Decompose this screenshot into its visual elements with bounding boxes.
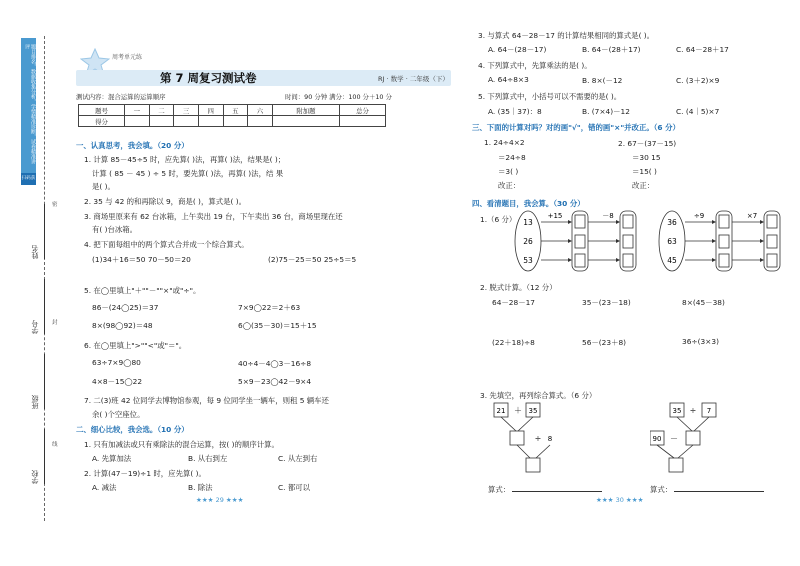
tree-left-a: 21 (496, 407, 506, 415)
calc-q2-label: 2. 脱式计算。（12 分） (480, 283, 557, 292)
book-tag: RJ · 数学 · 二年级（下） (378, 75, 449, 83)
operation-chain-diagram-right (652, 208, 784, 274)
score-input-cell[interactable] (248, 116, 273, 127)
cut-mark-mid: 封 (52, 320, 58, 326)
judge-q1-line1: 1. 24÷4×2 (484, 138, 525, 147)
calc-q2-expr-3: 8×(45－38) (682, 298, 725, 307)
chain-left-op2: －8 (602, 212, 614, 220)
calc-q1-label: 1.（6 分） (480, 215, 517, 224)
choice-q5: 5. 下列算式中，小括号可以不需要的是( )。 (478, 92, 622, 101)
choice-q2: 2. 计算(47－19)÷1 时，应先算( )。 (84, 469, 206, 478)
student-number-label: 学号 (31, 320, 39, 334)
judge-q1-line3: ＝3( ) (498, 167, 519, 176)
choice-q4-option-b[interactable]: B. 8×(－12 (582, 76, 623, 85)
school-field-label: 学校 (31, 470, 39, 484)
score-cell: 六 (248, 105, 273, 116)
tree-right-c: 90 (652, 435, 662, 443)
score-table-score-row (79, 116, 386, 127)
fill-tree-diagram-right (650, 400, 740, 480)
page-title: 第 7 周复习测试卷 (160, 71, 257, 85)
calc-q2-expr-6: 36÷(3×3) (682, 337, 719, 346)
test-content: 测试内容：混合运算的运算顺序 (76, 93, 166, 101)
fill-q1-line1: 1. 计算 85－45÷5 时，应先算( )法，再算( )法，结果是( )； (84, 155, 286, 164)
score-cell: 总分 (340, 105, 386, 116)
page-number-left-value: 29 (215, 496, 224, 504)
formula-label-left-text: 算式： (488, 485, 511, 494)
calc-q2-expr-4: (22＋18)÷8 (492, 338, 535, 347)
choice-q1-option-c[interactable]: C. 从左到右 (278, 454, 318, 463)
margin-promo-text: 题目排名，数据收集分析，学情精准诊断，试卷精准讲评 (24, 44, 36, 164)
score-row-label: 得分 (79, 116, 125, 127)
tree-left-b: 35 (528, 407, 538, 415)
page-number-right-value: 30 (615, 496, 624, 504)
page-number-left: ★★★ 29 ★★★ (196, 496, 244, 504)
fill-q5-item-2: 7×9◯22＝2＋63 (238, 303, 301, 312)
tree-right-op1: ÷ (689, 406, 697, 415)
fill-q4-item-1: (1)34＋16＝50 70－50＝20 (92, 255, 191, 264)
choice-q3-option-c[interactable]: C. 64－28＋17 (676, 45, 729, 54)
tree-left-op2: ÷ (534, 434, 542, 443)
choice-q1-option-a[interactable]: A. 先算加法 (92, 454, 132, 463)
choice-q4-option-c[interactable]: C. (3＋2)×9 (676, 76, 720, 85)
fill-q6-item-2: 40÷4－4◯3－16÷8 (238, 359, 312, 368)
fill-tree-diagram-left (490, 400, 580, 480)
score-table (78, 104, 386, 127)
choice-q3-option-b[interactable]: B. 64－(28＋17) (582, 45, 641, 54)
score-cell: 一 (124, 105, 149, 116)
judge-q2-line1: 2. 67－(37－15) (618, 139, 677, 148)
chain-right-input-1: 36 (667, 218, 677, 227)
fill-q1-line2: 计算 ( 85 － 45 ) ÷ 5 时，要先算( )法，再算( )法，结 果 (92, 169, 284, 178)
score-cell: 附加题 (272, 105, 339, 116)
judge-q2-line3: ＝15( ) (632, 167, 657, 176)
judge-q2-correction[interactable]: 改正： (632, 181, 655, 190)
fill-q6-item-1: 63÷7×9◯80 (92, 358, 141, 367)
student-number-field[interactable] (30, 320, 46, 334)
choice-q2-option-a[interactable]: A. 减法 (92, 483, 117, 492)
score-input-cell[interactable] (149, 116, 174, 127)
name-field-label: 姓名 (31, 245, 39, 259)
score-cell: 三 (174, 105, 199, 116)
calc-q3-label: 3. 先填空，再列综合算式。（6 分） (480, 391, 597, 400)
formula-answer-line-left[interactable] (512, 491, 602, 492)
formula-label-left (488, 484, 602, 495)
fill-q4: 4. 把下面每组中的两个算式合并成一个综合算式。 (84, 240, 249, 249)
fill-q1-line3: 是( )。 (92, 182, 115, 191)
judge-q1-correction[interactable]: 改正： (498, 181, 521, 190)
page-number-right: ★★★ 30 ★★★ (596, 496, 644, 504)
name-field[interactable] (30, 245, 46, 259)
score-input-cell[interactable] (340, 116, 386, 127)
section-1-heading: 一、认真思考，我会填。（20 分） (76, 141, 189, 150)
chain-right-input-3: 45 (667, 256, 677, 265)
operation-chain-diagram-left (508, 208, 640, 274)
fill-q2: 2. 35 与 42 的和再除以 9，商是( )，算式是( )。 (84, 197, 247, 206)
fill-q5-item-4: 6◯(35－30)＝15＋15 (238, 321, 317, 330)
section-4-heading: 四、看清题目，我会算。（30 分） (472, 199, 585, 208)
choice-q1-option-b[interactable]: B. 从右到左 (188, 454, 228, 463)
tree-left-c: 8 (547, 435, 553, 443)
chain-left-input-1: 13 (523, 218, 533, 227)
score-input-cell[interactable] (272, 116, 339, 127)
calc-q2-expr-2: 35－(23－18) (582, 298, 631, 307)
score-cell: 二 (149, 105, 174, 116)
time-and-score: 时间：90 分钟 满分：100 分＋10 分 (285, 93, 392, 101)
score-input-cell[interactable] (223, 116, 248, 127)
margin-scan-label: 扫码获取 (21, 173, 36, 185)
tree-left-op1: ＋ (514, 406, 522, 415)
fill-q5-item-1: 86－(24◯25)＝37 (92, 303, 159, 312)
school-field[interactable] (30, 470, 46, 484)
tree-right-a: 35 (672, 407, 682, 415)
fill-q3-line2: 有( )台冰箱。 (92, 225, 138, 234)
choice-q2-option-c[interactable]: C. 都可以 (278, 483, 311, 492)
formula-answer-line-right[interactable] (674, 491, 764, 492)
tree-right-b: 7 (706, 407, 712, 415)
judge-q2-line2: ＝30 15 (632, 153, 661, 162)
score-table-header-row (79, 105, 386, 116)
chain-right-input-2: 63 (667, 237, 677, 246)
section-3-heading: 三、下面的计算对吗？对的画"√"，错的画"×"并改正。（6 分） (472, 123, 680, 132)
fill-q6-item-3: 4×8－15◯22 (92, 377, 143, 386)
choice-q4: 4. 下列算式中，先算乘法的是( )。 (478, 61, 592, 70)
prep-label: 周考单元练 (112, 54, 143, 61)
fill-q5-item-3: 8×(98◯92)＝48 (92, 321, 153, 330)
class-field[interactable] (30, 395, 46, 409)
choice-q5-option-c[interactable]: C. (4｜5)×7 (676, 107, 720, 116)
score-cell: 四 (198, 105, 223, 116)
fill-q7-line2: 余( )个空座位。 (92, 410, 145, 419)
formula-label-right (650, 484, 764, 495)
formula-label-right-text: 算式： (650, 485, 673, 494)
score-input-cell[interactable] (174, 116, 199, 127)
choice-q5-option-b[interactable]: B. (7×4)－12 (582, 107, 630, 116)
chain-left-op1: +15 (547, 212, 563, 220)
choice-q4-option-a[interactable]: A. 64÷8×3 (488, 75, 529, 84)
choice-q5-option-a[interactable]: A. (35｜37)：8 (488, 107, 542, 116)
cut-mark-bottom: 线 (52, 442, 58, 448)
fill-q5: 5. 在◯里填上"＋""－""×"或"÷"。 (84, 286, 201, 295)
choice-q3-option-a[interactable]: A. 64－(28－17) (488, 45, 547, 54)
score-cell: 五 (223, 105, 248, 116)
fill-q3-line1: 3. 商场里原来有 62 台冰箱，上午卖出 19 台，下午卖出 36 台，商场里现在还 (84, 212, 343, 221)
score-cell: 题号 (79, 105, 125, 116)
score-input-cell[interactable] (124, 116, 149, 127)
section-2-heading: 二、细心比较，我会选。（10 分） (76, 425, 189, 434)
calc-q2-expr-1: 64－28－17 (492, 298, 535, 307)
cut-mark-top: 密 (52, 202, 58, 208)
choice-q2-option-b[interactable]: B. 除法 (188, 483, 213, 492)
fill-q6: 6. 在◯里填上">""<"或"＝"。 (84, 341, 187, 350)
judge-q1-line2: ＝24÷8 (498, 153, 526, 162)
chain-right-op1: ÷9 (693, 212, 705, 220)
fill-q7-line1: 7. 二(3)班 42 位同学去博物馆参观，每 9 位同学坐一辆车，则租 5 辆车还 (84, 396, 329, 405)
choice-q1: 1. 只有加减法或只有乘除法的混合运算，按( )的顺序计算。 (84, 440, 279, 449)
class-field-label: 班级 (31, 395, 39, 409)
fill-q6-item-4: 5×9－23◯42－9×4 (238, 377, 312, 386)
fill-q4-item-2: (2)75－25＝50 25÷5＝5 (268, 255, 357, 264)
chain-left-input-2: 26 (523, 237, 533, 246)
chain-left-input-3: 53 (523, 256, 533, 265)
tree-right-op2: － (670, 434, 678, 443)
calc-q2-expr-5: 56－(23＋8) (582, 338, 627, 347)
score-input-cell[interactable] (198, 116, 223, 127)
choice-q3: 3. 与算式 64－28－17 的计算结果相同的算式是( )。 (478, 31, 655, 40)
chain-right-op2: ×7 (746, 212, 758, 220)
